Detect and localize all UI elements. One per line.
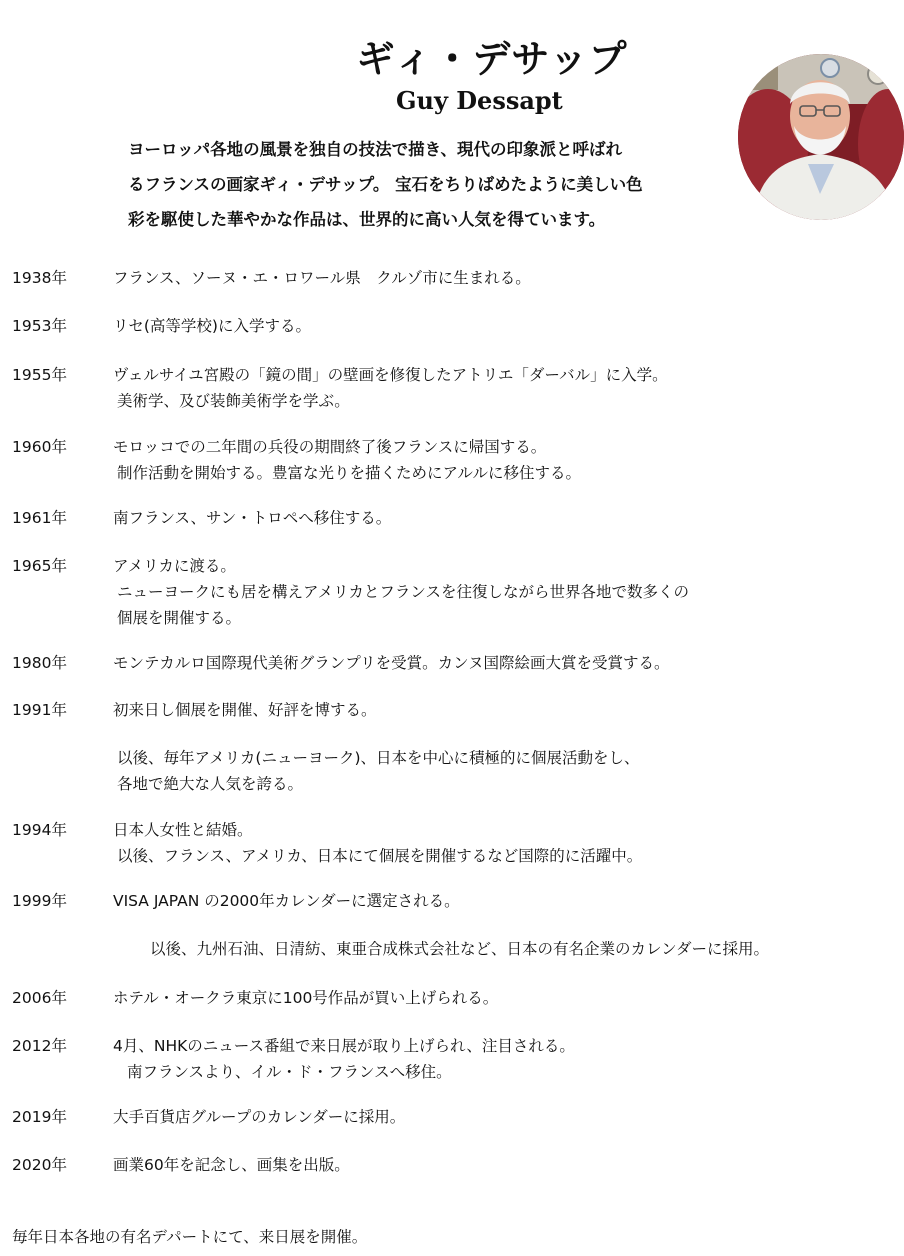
timeline-year: 1961年: [12, 509, 67, 527]
timeline-year: 1960年: [12, 438, 67, 456]
timeline-year: 1991年: [12, 701, 67, 719]
timeline-year: 1980年: [12, 654, 67, 672]
intro-paragraph: [128, 132, 718, 237]
artist-portrait: [738, 54, 904, 220]
page-title: ギィ・デサップ: [356, 36, 628, 81]
intro-line: 彩を駆使した華やかな作品は、世界的に高い人気を得ています。: [128, 210, 606, 229]
timeline-text: モロッコでの二年間の兵役の期間終了後フランスに帰国する。: [113, 438, 547, 456]
timeline-text: 南フランス、サン・トロペへ移住する。: [113, 509, 392, 527]
timeline-year: 2012年: [12, 1037, 67, 1055]
timeline-year: 2019年: [12, 1108, 67, 1126]
timeline-text: 美術学、及び装飾美術学を学ぶ。: [117, 392, 350, 410]
timeline-text: 大手百貨店グループのカレンダーに採用。: [113, 1108, 406, 1126]
timeline-text: アメリカに渡る。: [113, 557, 236, 575]
timeline-year: 1994年: [12, 821, 67, 839]
timeline-text: モンテカルロ国際現代美術グランプリを受賞。カンヌ国際絵画大賞を受賞する。: [113, 654, 670, 672]
footer-note: 毎年日本各地の有名デパートにて、来日展を開催。: [12, 1228, 368, 1246]
timeline-year: 1965年: [12, 557, 67, 575]
intro-line: ヨーロッパ各地の風景を独自の技法で描き、現代の印象派と呼ばれ: [128, 140, 623, 159]
timeline-text: VISA JAPAN の2000年カレンダーに選定される。: [113, 892, 460, 910]
note-after-1991: [117, 745, 640, 797]
timeline-text: 画業60年を記念し、画集を出版。: [113, 1156, 350, 1174]
timeline-year: 1938年: [12, 269, 67, 287]
timeline-year: 1955年: [12, 366, 67, 384]
timeline-text: 初来日し個展を開催、好評を博する。: [113, 701, 377, 719]
timeline-text: 個展を開催する。: [117, 609, 242, 627]
timeline-text: 以後、フランス、アメリカ、日本にて個展を開催するなど国際的に活躍中。: [117, 847, 643, 865]
timeline-text: ヴェルサイユ宮殿の「鏡の間」の壁画を修復したアトリエ「ダーバル」に入学。: [113, 366, 668, 384]
timeline-text: 4月、NHKのニュース番組で来日展が取り上げられ、注目される。: [113, 1037, 575, 1055]
timeline-year: 2020年: [12, 1156, 67, 1174]
timeline-text: 南フランスより、イル・ド・フランスへ移住。: [127, 1063, 452, 1081]
artist-portrait-photo-icon: [738, 54, 904, 220]
intro-line: るフランスの画家ギィ・デサップ。 宝石をちりばめたように美しい色: [128, 175, 643, 194]
timeline-text: リセ(高等学校)に入学する。: [113, 317, 311, 335]
note-after-1999: 以後、九州石油、日清紡、東亜合成株式会社など、日本の有名企業のカレンダーに採用。: [150, 940, 769, 958]
note-text: 各地で絶大な人気を誇る。: [117, 775, 304, 793]
timeline-text: 制作活動を開始する。豊富な光りを描くためにアルルに移住する。: [117, 464, 581, 482]
page-subtitle: Guy Dessapt: [396, 86, 563, 115]
timeline-year: 1999年: [12, 892, 67, 910]
timeline-text: 日本人女性と結婚。: [113, 821, 253, 839]
note-text: 以後、毎年アメリカ(ニューヨーク)、日本を中心に積極的に個展活動をし、: [117, 749, 640, 767]
timeline-text: ホテル・オークラ東京に100号作品が買い上げられる。: [113, 989, 499, 1007]
timeline-text: フランス、ソーヌ・エ・ロワール県 クルゾ市に生まれる。: [113, 269, 531, 287]
timeline-year: 1953年: [12, 317, 67, 335]
timeline-year: 2006年: [12, 989, 67, 1007]
timeline-text: ニューヨークにも居を構えアメリカとフランスを往復しながら世界各地で数多くの: [117, 583, 689, 601]
